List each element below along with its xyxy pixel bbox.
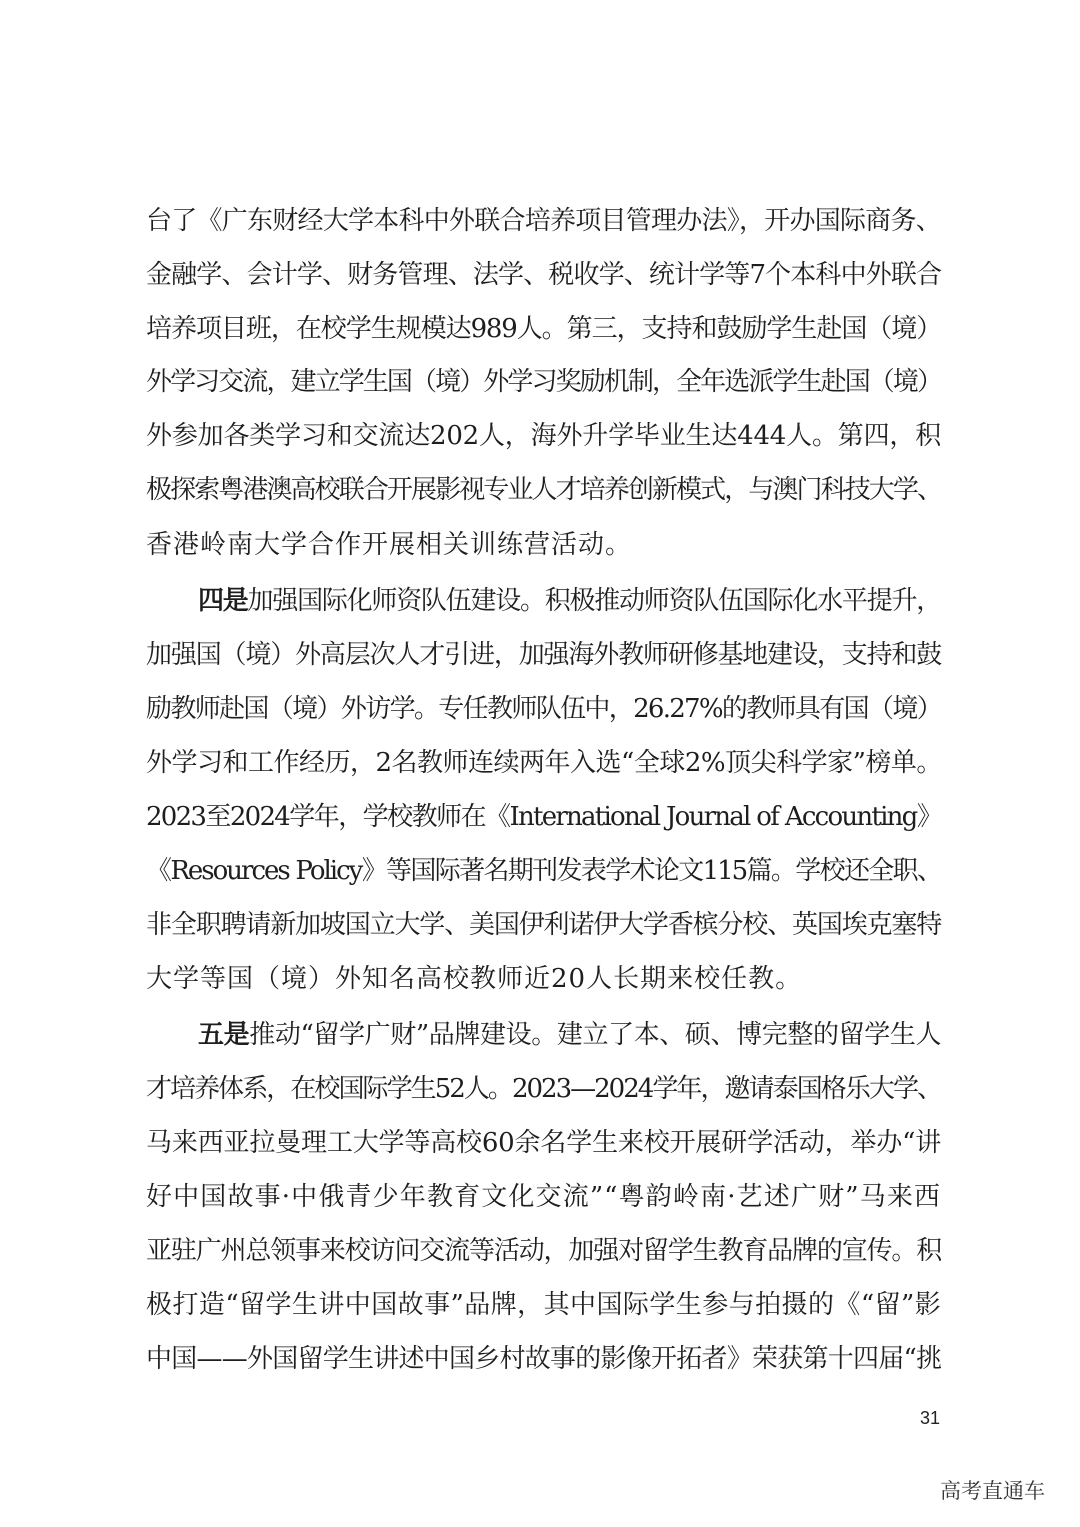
text-line: 香港岭南大学合作开展相关训练营活动。: [146, 530, 633, 560]
text-line: 《Resources Policy》等国际著名期刊发表学术论文115篇。学校还全职、: [146, 856, 941, 886]
paragraph-first-text: 推动“留学广财”品牌建设。建立了本、硕、博完整的留学生人: [249, 1020, 941, 1050]
text-line: 中国——外国留学生讲述中国乡村故事的影像开拓者》荣获第十四届“挑: [146, 1344, 942, 1374]
watermark-text: 高考直通车: [940, 1479, 1045, 1503]
text-line: 金融学、会计学、财务管理、法学、税收学、统计学等7个本科中外联合: [146, 260, 941, 290]
text-line: 励教师赴国（境）外访学。专任教师队伍中，26.27%的教师具有国（境）: [146, 694, 941, 724]
paragraph-first-text: 加强国际化师资队伍建设。积极推动师资队伍国际化水平提升，: [247, 586, 941, 616]
text-line: 极打造“留学生讲中国故事”品牌，其中国际学生参与拍摄的《“留”影: [146, 1290, 941, 1320]
text-line: 才培养体系，在校国际学生52人。2023—2024学年，邀请泰国格乐大学、: [146, 1074, 941, 1104]
text-line: 培养项目班，在校学生规模达989人。第三，支持和鼓励学生赴国（境）: [146, 314, 941, 344]
paragraph-lead: 五是: [198, 1020, 250, 1050]
text-line-first: [198, 1018, 941, 1052]
text-line: 外参加各类学习和交流达202人，海外升学毕业生达444人。第四，积: [146, 421, 941, 451]
text-line: 好中国故事·中俄青少年教育文化交流”“粤韵岭南·艺述广财”马来西: [146, 1182, 941, 1212]
page-number: 31: [920, 1408, 941, 1428]
text-line-first: [198, 584, 941, 618]
text-line: 外学习和工作经历，2名教师连续两年入选“全球2%顶尖科学家”榜单。: [146, 748, 942, 778]
text-line: 加强国（境）外高层次人才引进，加强海外教师研修基地建设，支持和鼓: [146, 640, 941, 670]
text-line: 外学习交流，建立学生国（境）外学习奖励机制，全年选派学生赴国（境）: [146, 367, 941, 397]
text-line: 非全职聘请新加坡国立大学、美国伊利诺伊大学香槟分校、英国埃克塞特: [146, 910, 941, 940]
text-line: 大学等国（境）外知名高校教师近20人长期来校任教。: [146, 964, 803, 994]
paragraph-lead: 四是: [198, 586, 248, 616]
text-line: 极探索粤港澳高校联合开展影视专业人才培养创新模式，与澳门科技大学、: [146, 475, 941, 505]
text-line: 马来西亚拉曼理工大学等高校60余名学生来校开展研学活动，举办“讲: [146, 1128, 941, 1158]
text-line: 亚驻广州总领事来校访问交流等活动，加强对留学生教育品牌的宣传。积: [146, 1236, 941, 1266]
text-line: 2023至2024学年，学校教师在《International Journal of Accounting》: [146, 802, 941, 832]
text-line: 台了《广东财经大学本科中外联合培养项目管理办法》，开办国际商务、: [146, 206, 942, 236]
